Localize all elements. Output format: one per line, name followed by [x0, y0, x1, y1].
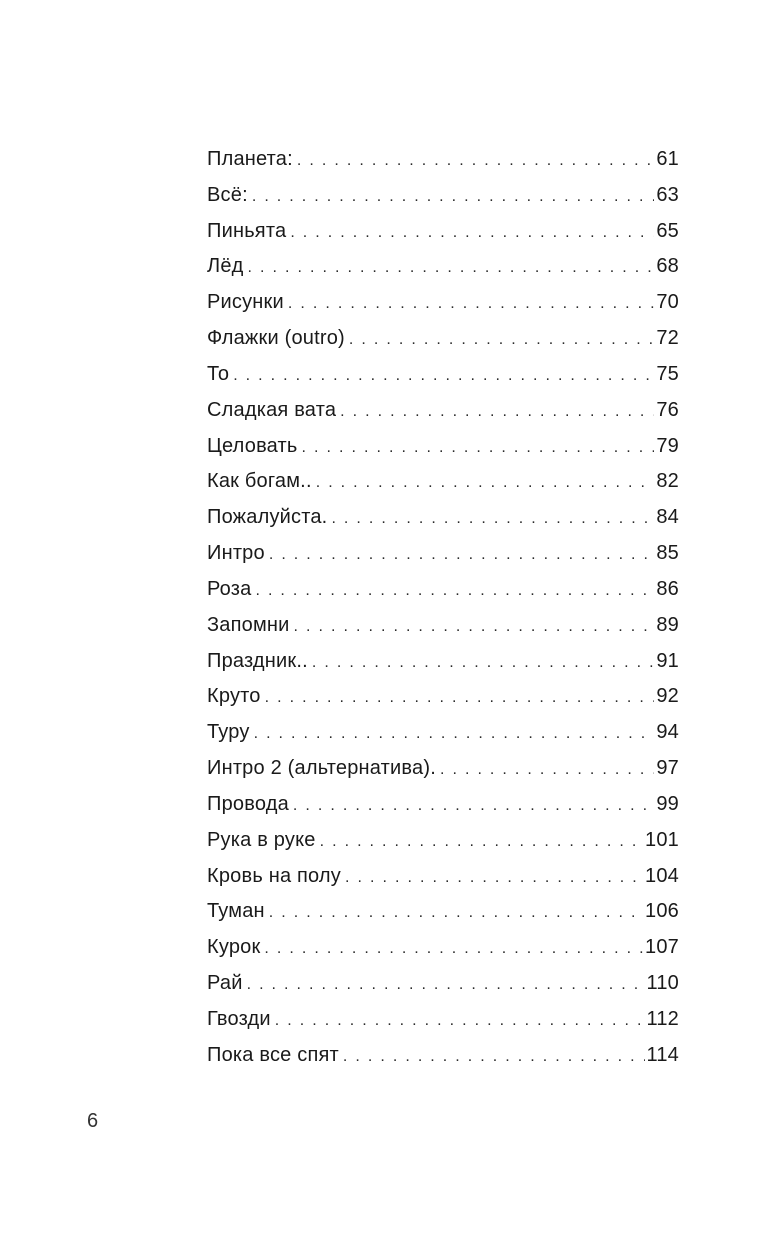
toc-entry-title: Праздник.. — [207, 649, 308, 672]
toc-entry — [207, 608, 679, 644]
toc-entry-page: 106 — [645, 900, 679, 923]
toc-entry-page: 85 — [656, 542, 679, 565]
toc-dot-leader — [340, 394, 654, 430]
toc-entry-title: Рай — [207, 972, 243, 995]
toc-entry — [207, 536, 679, 572]
toc-entry — [207, 894, 679, 930]
toc-entry-page: 110 — [646, 972, 679, 995]
toc-entry-page: 89 — [656, 613, 679, 636]
toc-dot-leader — [297, 143, 654, 179]
toc-dot-leader — [312, 645, 654, 681]
toc-entry-title: Сладкая вата — [207, 398, 337, 421]
toc-entry — [207, 679, 679, 715]
toc-dot-leader — [264, 931, 643, 967]
toc-dot-leader — [275, 1003, 645, 1039]
toc-entry — [207, 464, 679, 500]
toc-dot-leader — [302, 430, 655, 466]
toc-entry-page: 61 — [656, 148, 679, 170]
toc-entry-title: Запомни — [207, 613, 290, 636]
toc-entry-page: 99 — [656, 792, 679, 815]
toc-entry — [207, 1038, 679, 1074]
toc-entry — [207, 249, 679, 285]
toc-entry-page: 107 — [645, 936, 679, 959]
toc-dot-leader — [343, 1039, 645, 1075]
page-number: 6 — [87, 1110, 99, 1132]
toc-entry-page: 91 — [656, 649, 679, 672]
table-of-contents — [207, 142, 679, 1074]
toc-entry-page: 76 — [656, 398, 679, 421]
toc-dot-leader — [265, 680, 655, 716]
toc-entry-page: 65 — [656, 219, 679, 242]
toc-dot-leader — [440, 752, 654, 788]
toc-dot-leader — [288, 286, 654, 322]
toc-dot-leader — [269, 537, 655, 573]
toc-entry-title: Интро 2 (альтернатива). — [207, 757, 436, 780]
toc-dot-leader — [349, 322, 654, 358]
toc-entry-page: 104 — [645, 864, 679, 887]
toc-entry-title: Всё: — [207, 183, 248, 206]
toc-entry-page: 79 — [656, 434, 679, 457]
toc-entry-title: Как богам.. — [207, 470, 312, 493]
toc-entry-page: 101 — [645, 828, 679, 851]
toc-entry-title: Туру — [207, 721, 250, 744]
toc-entry-title: Пока все спят — [207, 1043, 339, 1066]
toc-dot-leader — [331, 501, 654, 537]
toc-dot-leader — [269, 895, 643, 931]
toc-entry-page: 86 — [656, 577, 679, 600]
toc-entry — [207, 178, 679, 214]
toc-entry — [207, 930, 679, 966]
toc-entry — [207, 321, 679, 357]
toc-dot-leader — [294, 609, 655, 645]
toc-entry-page: 75 — [656, 362, 679, 385]
toc-dot-leader — [345, 860, 643, 896]
toc-entry-title: Курок — [207, 936, 261, 959]
toc-entry-page: 70 — [656, 291, 679, 314]
toc-entry-page: 82 — [656, 470, 679, 493]
toc-entry — [207, 1002, 679, 1038]
toc-entry — [207, 429, 679, 465]
toc-entry — [207, 787, 679, 823]
toc-entry — [207, 966, 679, 1002]
toc-entry-page: 68 — [656, 255, 679, 278]
toc-entry-title: Интро — [207, 542, 265, 565]
toc-dot-leader — [320, 824, 643, 860]
toc-entry — [207, 823, 679, 859]
toc-entry — [207, 644, 679, 680]
toc-entry-title: Туман — [207, 900, 265, 923]
toc-entry-page: 92 — [656, 685, 679, 708]
toc-entry-page: 63 — [656, 183, 679, 206]
toc-dot-leader — [254, 716, 655, 752]
toc-entry-title: Кровь на полу — [207, 864, 342, 887]
toc-entry — [207, 214, 679, 250]
toc-entry-page: 72 — [656, 327, 679, 350]
toc-entry-title: Планета: — [207, 148, 293, 170]
toc-dot-leader — [316, 465, 655, 501]
toc-dot-leader — [290, 215, 654, 251]
toc-entry-title: Флажки (outro) — [207, 327, 345, 350]
toc-entry-title: Целовать — [207, 434, 298, 457]
toc-dot-leader — [293, 788, 654, 824]
toc-entry-page: 114 — [646, 1043, 679, 1066]
toc-dot-leader — [252, 179, 655, 215]
toc-entry-title: Рука в руке — [207, 828, 316, 851]
toc-entry — [207, 285, 679, 321]
toc-entry — [207, 142, 679, 178]
toc-entry — [207, 572, 679, 608]
toc-entry-page: 112 — [646, 1007, 679, 1030]
toc-entry-page: 94 — [656, 721, 679, 744]
toc-dot-leader — [248, 250, 655, 286]
toc-entry-title: Роза — [207, 577, 252, 600]
toc-entry-title: Рисунки — [207, 291, 284, 314]
toc-entry — [207, 500, 679, 536]
toc-entry — [207, 715, 679, 751]
toc-dot-leader — [247, 967, 645, 1003]
toc-dot-leader — [255, 573, 654, 609]
toc-entry-title: Пожалуйста. — [207, 506, 328, 529]
toc-entry-title: Лёд — [207, 255, 244, 278]
toc-dot-leader — [233, 358, 654, 394]
toc-entry-title: То — [207, 362, 230, 385]
toc-entry-title: Гвозди — [207, 1007, 271, 1030]
toc-entry — [207, 357, 679, 393]
toc-entry-title: Круто — [207, 685, 261, 708]
toc-entry — [207, 859, 679, 895]
toc-entry — [207, 751, 679, 787]
toc-entry-page: 97 — [656, 757, 679, 780]
toc-entry-title: Пиньята — [207, 219, 287, 242]
toc-entry-page: 84 — [656, 506, 679, 529]
toc-entry — [207, 393, 679, 429]
toc-entry-title: Провода — [207, 792, 289, 815]
